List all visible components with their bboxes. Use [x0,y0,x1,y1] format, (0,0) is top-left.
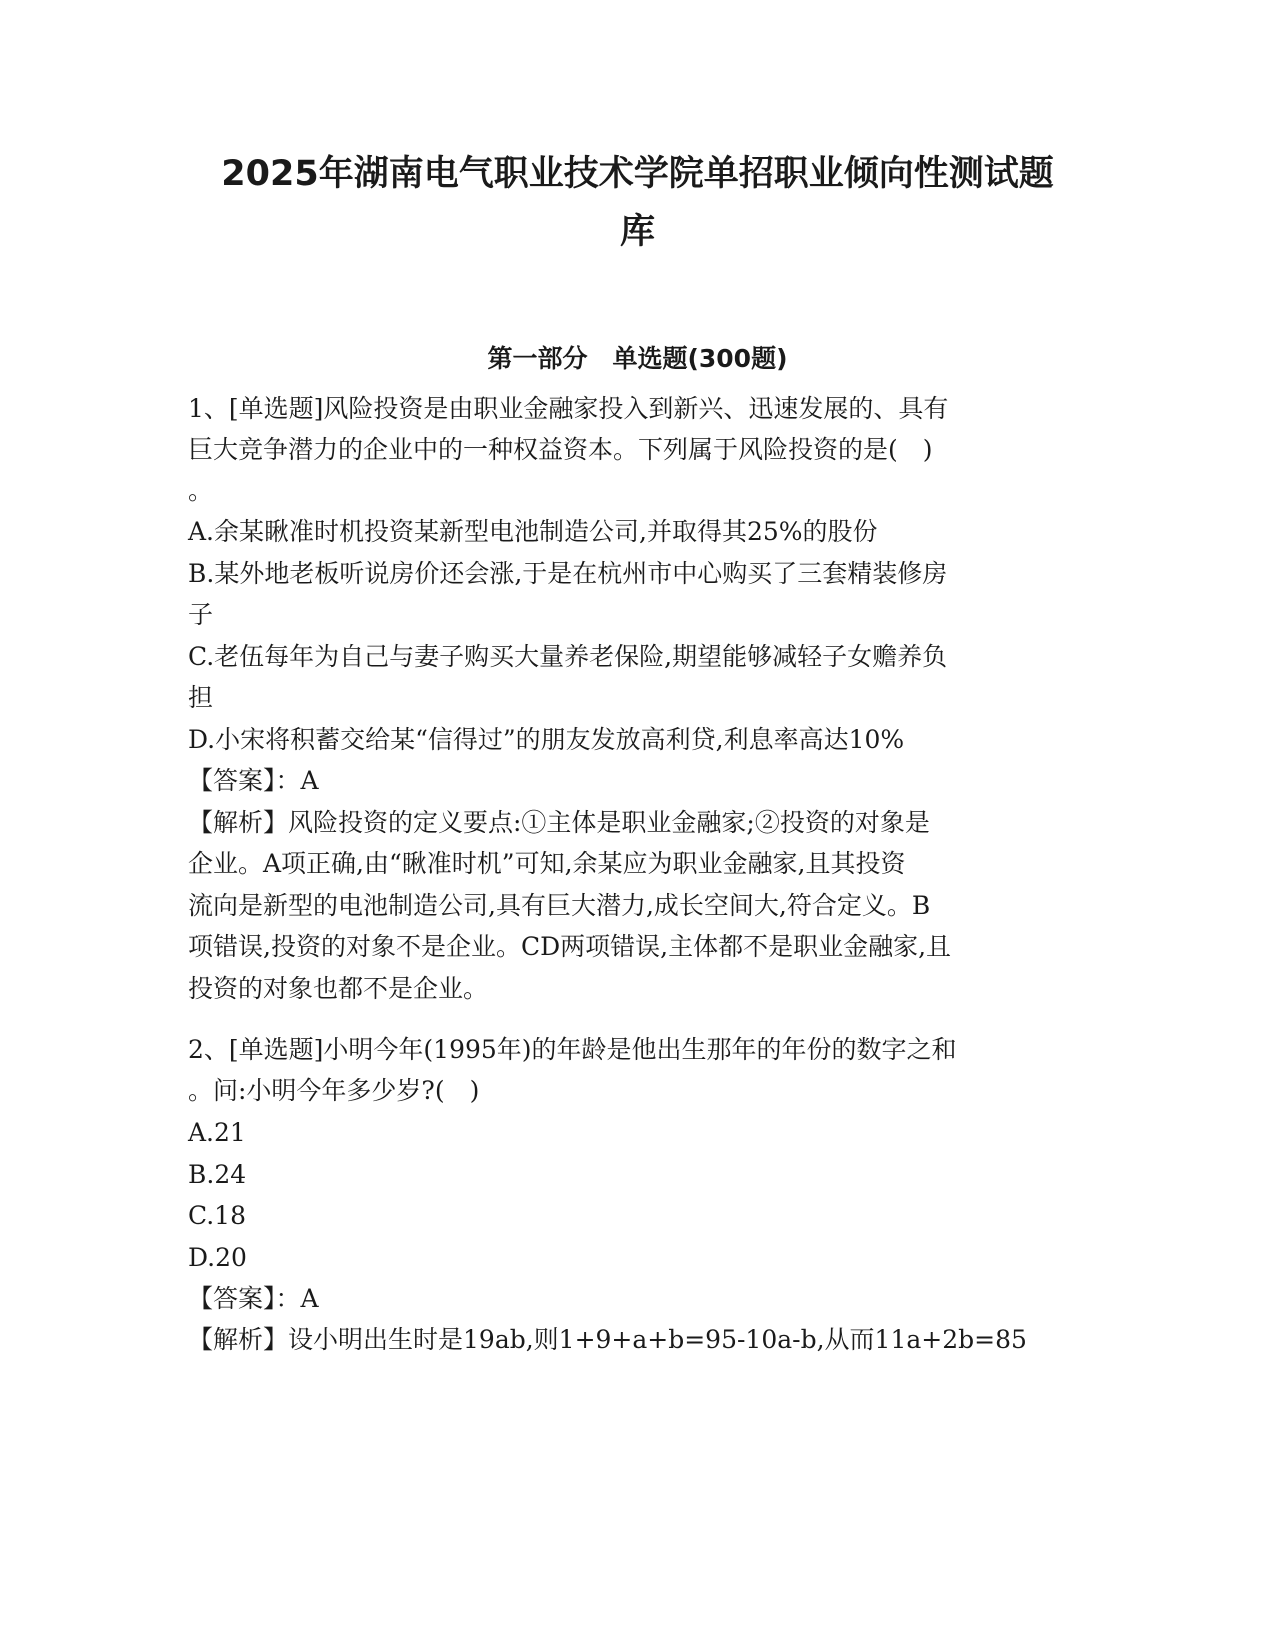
question-1-analysis-line-3: 流向是新型的电池制造公司,具有巨大潜力,成长空间大,符合定义。B [188,891,931,920]
question-1-analysis-line-4: 项错误,投资的对象不是企业。CD两项错误,主体都不是职业金融家,且 [188,932,952,961]
question-2-option-d: D.20 [188,1243,247,1272]
document-title-line-1: 2025年湖南电气职业技术学院单招职业倾向性测试题 [221,154,1054,194]
question-1-option-b-line-1: B.某外地老板听说房价还会涨,于是在杭州市中心购买了三套精装修房 [188,559,948,588]
question-1-stem-line-2: 巨大竞争潜力的企业中的一种权益资本。下列属于风险投资的是( ) [188,435,933,464]
document-title [150,145,1125,261]
question-2-option-c: C.18 [188,1201,246,1230]
question-2-stem-line-1: 2、[单选题]小明今年(1995年)的年龄是他出生那年的年份的数字之和 [188,1035,957,1064]
question-1-stem-line-1: 1、[单选题]风险投资是由职业金融家投入到新兴、迅速发展的、具有 [188,394,949,423]
document-title-line-2: 库 [619,212,655,252]
question-1-analysis-line-2: 企业。A项正确,由“瞅准时机”可知,余某应为职业金融家,且其投资 [188,849,906,878]
question-1-option-c-line-1: C.老伍每年为自己与妻子购买大量养老保险,期望能够减轻子女赡养负 [188,642,948,671]
question-1-stem-line-3: 。 [188,476,214,505]
question-1-option-c-line-2: 担 [188,683,214,712]
question-2-answer: 【答案】：A [188,1284,319,1313]
section-title: 第一部分 单选题(300题) [487,344,788,373]
question-2-option-a: A.21 [188,1118,246,1147]
question-1-answer: 【答案】：A [188,766,319,795]
question-1-option-a: A.余某瞅准时机投资某新型电池制造公司,并取得其25%的股份 [188,517,878,546]
question-2-analysis-line-1: 【解析】设小明出生时是19ab,则1+9+a+b=95-10a-b,从而11a+2b=85 [188,1325,1027,1354]
question-1-analysis-line-1: 【解析】风险投资的定义要点:①主体是职业金融家;②投资的对象是 [188,808,930,837]
question-1-option-d: D.小宋将积蓄交给某“信得过”的朋友发放高利贷,利息率高达10% [188,725,905,754]
question-1-option-b-line-2: 子 [188,600,214,629]
question-1-analysis-line-5: 投资的对象也都不是企业。 [188,974,489,1003]
question-2-stem-line-2: 。问:小明今年多少岁?( ) [188,1076,480,1105]
question-2-option-b: B.24 [188,1160,247,1189]
